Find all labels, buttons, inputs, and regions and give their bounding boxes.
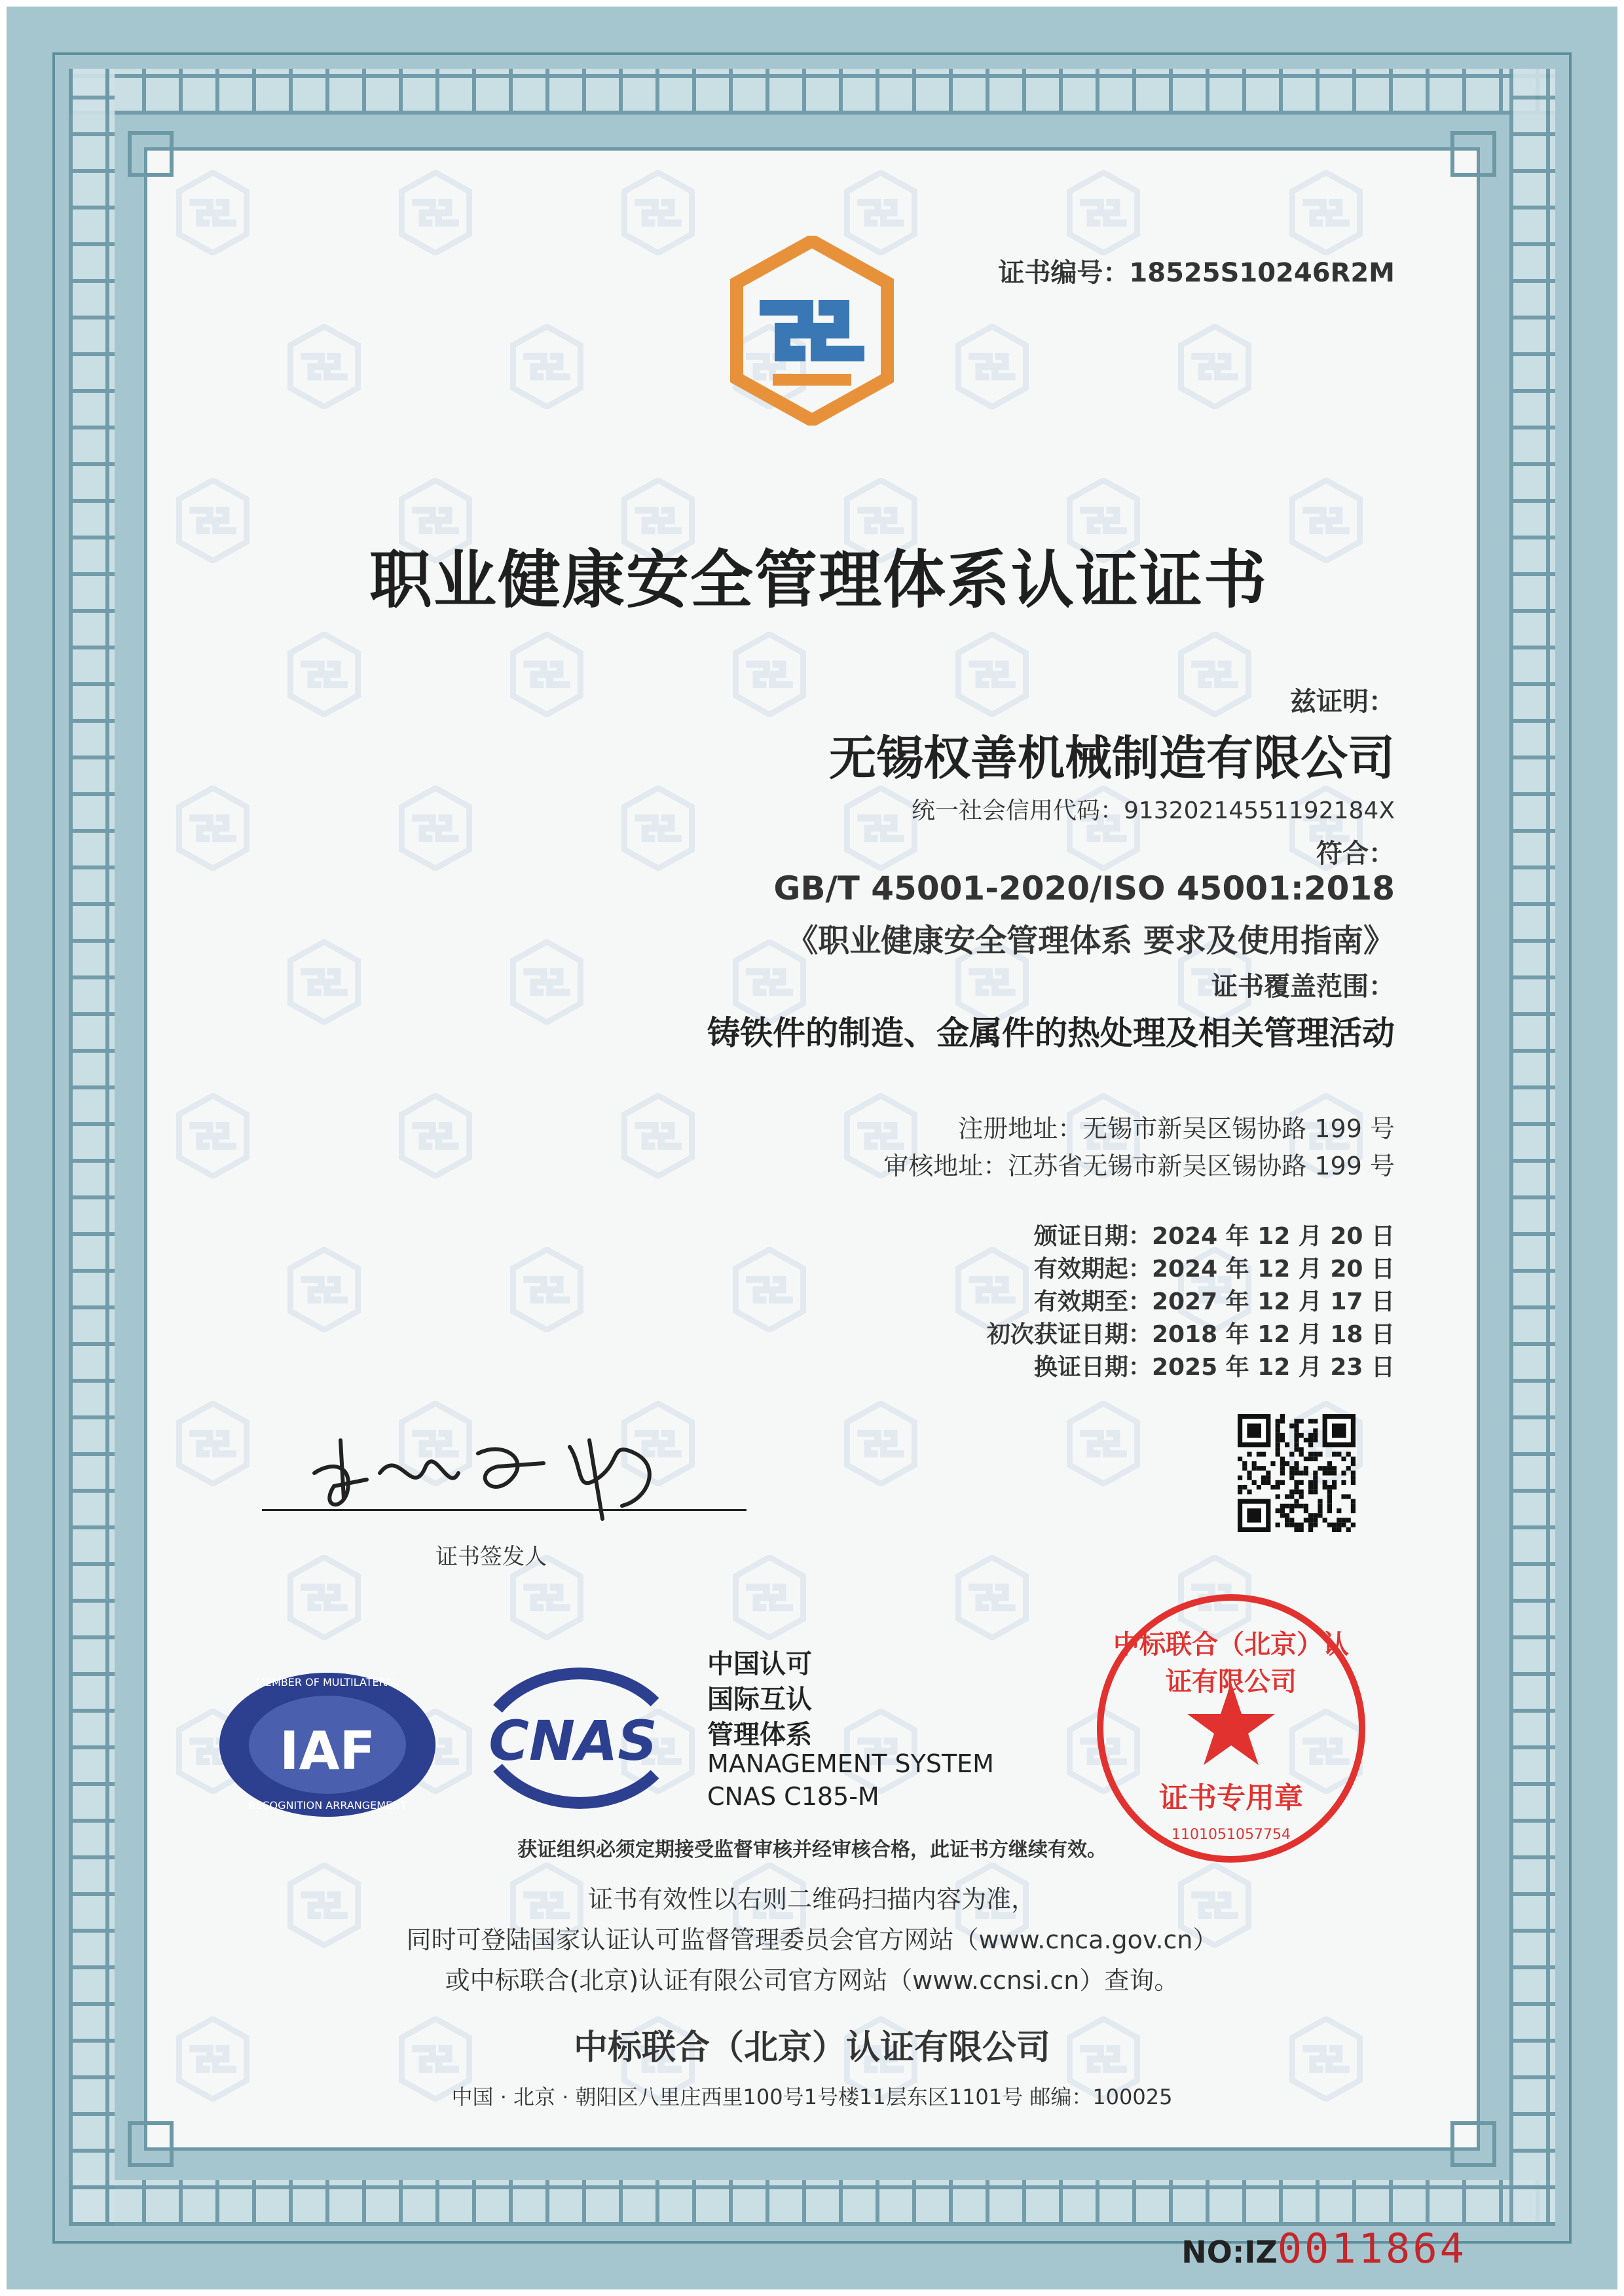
verification-line: 同时可登陆国家认证认可监督管理委员会官方网站（www.cnca.gov.cn） [406, 1925, 1218, 1954]
date-label: 有效期起： [1033, 1256, 1152, 1283]
issue-date [851, 1218, 1395, 1250]
certificate-number-value: 18525S10246R2M [1129, 258, 1395, 288]
seal-center-text: 证书专用章 [1159, 1781, 1303, 1815]
watermark-logo-icon [282, 632, 367, 717]
iaf-logo [216, 1669, 439, 1820]
official-seal [1087, 1584, 1375, 1872]
renewal-date [851, 1349, 1395, 1381]
accreditation-line: 国际互认 [707, 1684, 812, 1715]
accreditation-block [707, 1643, 1035, 1815]
verification-line: 或中标联合(北京)认证有限公司官方网站（www.ccnsi.cn）查询。 [445, 1966, 1179, 1995]
watermark-logo-icon [393, 170, 478, 255]
standard-code: GB/T 45001-2020/ISO 45001:2018 [773, 869, 1395, 907]
corner-ornament-tr [1450, 131, 1496, 177]
initial-cert-date [851, 1316, 1395, 1349]
standard-name: 《职业健康安全管理体系 要求及使用指南》 [786, 922, 1395, 959]
date-value: 2024 年 12 月 20 日 [1151, 1256, 1395, 1283]
top-meander-band [69, 69, 1555, 115]
audit-address-label: 审核地址： [883, 1152, 1008, 1180]
certificate-number [851, 252, 1395, 289]
credit-code [655, 792, 1395, 826]
date-label: 颁证日期： [1033, 1223, 1152, 1250]
qr-code-icon[interactable] [1238, 1414, 1356, 1532]
valid-from-date [851, 1250, 1395, 1283]
audit-address-value: 江苏省无锡市新吴区锡协路 199 号 [1008, 1152, 1395, 1180]
watermark-logo-icon [727, 1555, 812, 1640]
left-meander-band [69, 69, 115, 2226]
watermark-logo-icon [727, 632, 812, 717]
serial-label: NO:IZ [1181, 2234, 1278, 2270]
watermark-logo-icon [838, 1401, 923, 1486]
dates-block [851, 1218, 1395, 1381]
company-logo-icon [727, 236, 897, 426]
watermark-logo-icon [170, 786, 255, 871]
cnas-logo [471, 1656, 674, 1820]
credit-code-label: 统一社会信用代码： [911, 797, 1124, 824]
watermark-logo-icon [170, 1401, 255, 1486]
watermark-logo-icon [727, 1247, 812, 1332]
corner-ornament-bl [128, 2121, 174, 2167]
scope-label: 证书覆盖范围： [1211, 972, 1395, 1002]
issuer-organization: 中标联合（北京）认证有限公司 [573, 2028, 1050, 2068]
iaf-text: IAF [279, 1721, 376, 1781]
serial-value: 0011864 [1277, 2225, 1467, 2272]
watermark-logo-icon [393, 786, 478, 871]
certify-label: 兹证明： [1290, 687, 1395, 717]
bottom-meander-band [69, 2180, 1555, 2226]
audit-address [589, 1146, 1395, 1182]
watermark-logo-icon [1283, 170, 1369, 255]
accreditation-line: 管理体系 [707, 1719, 812, 1750]
date-value: 2025 年 12 月 23 日 [1151, 1354, 1395, 1381]
watermark-logo-icon [170, 1093, 255, 1178]
validity-notice: 获证组织必须定期接受监督审核并经审核合格，此证书方继续有效。 [517, 1838, 1107, 1861]
date-label: 初次获证日期： [986, 1321, 1152, 1348]
date-value: 2018 年 12 月 18 日 [1151, 1321, 1395, 1348]
date-value: 2027 年 12 月 17 日 [1151, 1288, 1395, 1315]
watermark-logo-icon [282, 939, 367, 1025]
signature-icon [295, 1401, 753, 1532]
accreditation-line: MANAGEMENT SYSTEM [707, 1749, 994, 1778]
iaf-ring-top: MEMBER OF MULTILATERAL [256, 1676, 399, 1688]
date-label: 有效期至： [1033, 1288, 1152, 1315]
verification-block [196, 1879, 1428, 2001]
registered-address-label: 注册地址： [958, 1114, 1083, 1143]
watermark-logo-icon [504, 1247, 589, 1332]
issuer-address: 中国 · 北京 · 朝阳区八里庄西里100号1号楼11层东区1101号 邮编：100025 [451, 2085, 1173, 2109]
company-name: 无锡权善机械制造有限公司 [828, 731, 1395, 786]
verification-line: 证书有效性以右则二维码扫描内容为准， [587, 1885, 1036, 1914]
signature-line [262, 1509, 747, 1511]
credit-code-value: 91320214551192184X [1123, 797, 1395, 824]
accreditation-line: CNAS C185-M [707, 1782, 879, 1811]
watermark-logo-icon [170, 170, 255, 255]
corner-ornament-tl [128, 131, 174, 177]
watermark-logo-icon [950, 1555, 1035, 1640]
watermark-logo-icon [1172, 324, 1257, 409]
date-label: 换证日期： [1033, 1354, 1152, 1381]
valid-until-date [851, 1283, 1395, 1316]
certificate-scope: 铸铁件的制造、金属件的热处理及相关管理活动 [707, 1014, 1395, 1052]
watermark-logo-icon [282, 324, 367, 409]
cnas-text: CNAS [489, 1709, 657, 1773]
watermark-logo-icon [282, 1555, 367, 1640]
signatory-label: 证书签发人 [435, 1544, 547, 1570]
watermark-logo-icon [504, 324, 589, 409]
watermark-logo-icon [950, 324, 1035, 409]
watermark-logo-icon [616, 170, 701, 255]
watermark-logo-icon [1061, 1401, 1146, 1486]
watermark-logo-icon [393, 1093, 478, 1178]
iaf-ring-bottom: RECOGNITION ARRANGEMENT [248, 1799, 407, 1812]
serial-number [982, 2225, 1467, 2272]
corner-ornament-br [1450, 2121, 1496, 2167]
seal-code: 1101051057754 [1172, 1827, 1291, 1843]
seal-ring-text: 中标联合（北京）认证有限公司 [1113, 1629, 1349, 1697]
date-value: 2024 年 12 月 20 日 [1151, 1223, 1395, 1250]
watermark-logo-icon [504, 632, 589, 717]
watermark-logo-icon [282, 1247, 367, 1332]
registered-address [589, 1108, 1395, 1144]
registered-address-value: 无锡市新吴区锡协路 199 号 [1082, 1114, 1395, 1143]
conform-label: 符合： [1316, 839, 1395, 869]
accreditation-line: 中国认可 [707, 1649, 812, 1679]
watermark-logo-icon [1061, 170, 1146, 255]
certificate-number-label: 证书编号： [998, 258, 1130, 288]
right-meander-band [1509, 69, 1555, 2226]
certificate-title: 职业健康安全管理体系认证证书 [369, 543, 1268, 617]
